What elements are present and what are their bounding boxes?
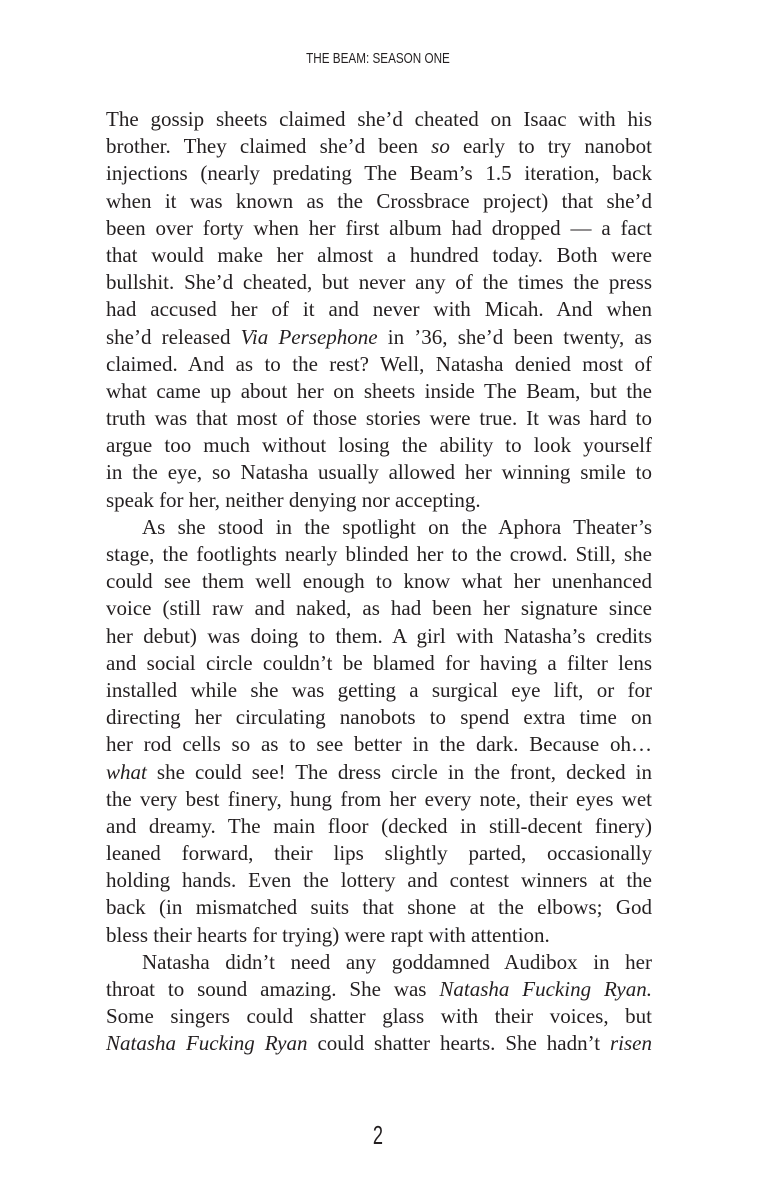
text-line bbox=[106, 432, 652, 459]
italic-text: Natasha Fucking Ryan. bbox=[439, 977, 652, 1001]
text-run: and social circle couldn’t be blamed for having a filter lens bbox=[106, 650, 652, 675]
text-line bbox=[106, 160, 652, 187]
text-line bbox=[106, 351, 652, 378]
text-line bbox=[106, 324, 652, 351]
text-run: bless their hearts for trying) were rapt with attention. bbox=[106, 922, 550, 947]
text-line bbox=[106, 922, 652, 949]
text-line bbox=[106, 976, 652, 1003]
italic-text: what bbox=[106, 759, 147, 784]
text-line bbox=[106, 894, 652, 921]
text-line bbox=[106, 188, 652, 215]
text-line bbox=[106, 623, 652, 650]
text-run: throat to sound amazing. She was bbox=[106, 977, 440, 1001]
text-run: early to try nanobot bbox=[449, 134, 652, 159]
text-line bbox=[106, 378, 652, 405]
text-run: had accused her of it and never with Micah. And when bbox=[106, 297, 652, 322]
italic-text: Natasha Fucking Ryan bbox=[106, 1031, 308, 1056]
text-line bbox=[106, 568, 652, 595]
text-run: The gossip sheets claimed she’d cheated on Isaac with his bbox=[106, 107, 652, 131]
text-line bbox=[106, 106, 652, 133]
page-number: 2 bbox=[372, 1120, 384, 1150]
text-run: truth was that most of those stories were true. It was hard to bbox=[106, 406, 652, 431]
text-run: stage, the footlights nearly blinded her to the crowd. Still, she bbox=[106, 542, 652, 566]
text-line bbox=[106, 487, 652, 514]
text-run: Natasha didn’t need any goddamned Audibox in her bbox=[142, 949, 652, 974]
text-run: leaned forward, their lips slightly parted, occasionally bbox=[106, 841, 652, 866]
text-run: her rod cells so as to see better in the dark. Because oh… bbox=[106, 732, 652, 757]
text-run: argue too much without losing the ability to look yourself bbox=[106, 433, 652, 458]
italic-text: so bbox=[431, 134, 450, 159]
text-run: speak for her, neither denying nor accepting. bbox=[106, 487, 481, 512]
text-line bbox=[106, 759, 652, 786]
text-run: when it was known as the Crossbrace project) that she’d bbox=[106, 188, 652, 213]
text-run: installed while she was getting a surgical eye lift, or for bbox=[106, 677, 652, 702]
paragraph bbox=[106, 106, 652, 514]
text-line bbox=[106, 133, 652, 160]
text-line bbox=[106, 269, 652, 296]
text-run: back (in mismatched suits that shone at the elbows; God bbox=[106, 895, 652, 920]
text-run: in the eye, so Natasha usually allowed her winning smile to bbox=[106, 460, 652, 485]
text-run: could see them well enough to know what her unenhanced bbox=[106, 569, 652, 594]
text-run: brother. They claimed she’d been bbox=[106, 134, 432, 159]
text-line bbox=[106, 1030, 652, 1057]
text-run: could shatter hearts. She hadn’t bbox=[307, 1031, 610, 1056]
text-run: the very best finery, hung from her every note, their eyes wet bbox=[106, 786, 652, 811]
text-line bbox=[106, 242, 652, 269]
text-run: Some singers could shatter glass with their voices, but bbox=[106, 1004, 652, 1029]
text-line bbox=[106, 704, 652, 731]
text-run: claimed. And as to the rest? Well, Natasha denied most of bbox=[106, 351, 652, 376]
text-line bbox=[106, 514, 652, 541]
text-line bbox=[106, 405, 652, 432]
text-run: in ’36, she’d been twenty, as bbox=[377, 324, 652, 349]
text-run: been over forty when her first album had dropped — a fact bbox=[106, 215, 652, 240]
text-run: directing her circulating nanobots to spend extra time on bbox=[106, 705, 652, 730]
text-run: and dreamy. The main floor (decked in still-decent finery) bbox=[106, 813, 652, 838]
paragraph bbox=[106, 514, 652, 949]
text-line bbox=[106, 840, 652, 867]
text-run: voice (still raw and naked, as had been her signature since bbox=[106, 596, 652, 621]
text-run: that would make her almost a hundred today. Both were bbox=[106, 242, 652, 267]
text-line bbox=[106, 867, 652, 894]
text-line bbox=[106, 296, 652, 323]
text-line bbox=[106, 949, 652, 976]
text-line bbox=[106, 541, 652, 568]
text-line bbox=[106, 650, 652, 677]
italic-text: Via Persephone bbox=[240, 324, 378, 349]
text-line bbox=[106, 215, 652, 242]
text-run: her debut) was doing to them. A girl with Natasha’s credits bbox=[106, 623, 652, 648]
text-line bbox=[106, 677, 652, 704]
paragraph bbox=[106, 949, 652, 1058]
text-run: As she stood in the spotlight on the Aphora Theater’s bbox=[142, 514, 652, 539]
text-run: bullshit. She’d cheated, but never any of the times the press bbox=[106, 270, 652, 295]
text-line bbox=[106, 1003, 652, 1030]
body-text bbox=[106, 106, 652, 1058]
text-run: she could see! The dress circle in the front, decked in bbox=[146, 759, 652, 784]
text-run: holding hands. Even the lottery and contest winners at the bbox=[106, 868, 652, 893]
running-header: THE BEAM: SEASON ONE bbox=[306, 50, 450, 67]
text-run: injections (nearly predating The Beam’s 1.5 iteration, back bbox=[106, 161, 652, 186]
text-line bbox=[106, 731, 652, 758]
text-line bbox=[106, 459, 652, 486]
text-run: what came up about her on sheets inside The Beam, but the bbox=[106, 378, 652, 403]
text-line bbox=[106, 786, 652, 813]
italic-text: risen bbox=[610, 1031, 652, 1056]
text-line bbox=[106, 813, 652, 840]
text-line bbox=[106, 595, 652, 622]
text-run: she’d released bbox=[106, 324, 241, 349]
